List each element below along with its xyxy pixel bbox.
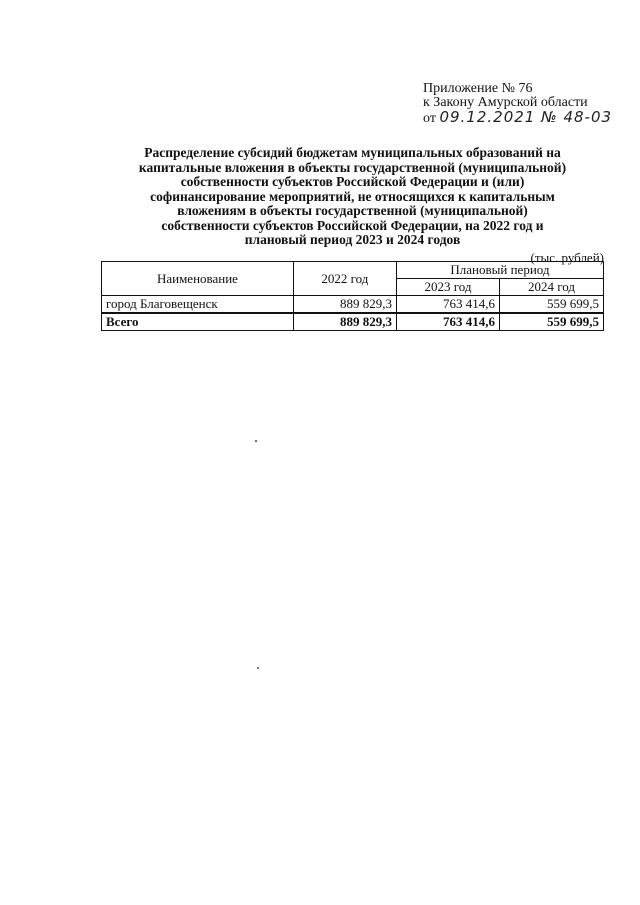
appendix-header (423, 82, 623, 126)
row-2023: 763 414,6 (396, 296, 499, 314)
table-total-row (102, 313, 604, 331)
handwritten-date-number: 09.12.2021 № 48-03 (439, 108, 613, 126)
table-header-row (102, 262, 604, 279)
header-2022: 2022 год (293, 262, 396, 296)
title-line: софинансирование мероприятий, не относящихся к капитальным (150, 188, 555, 204)
scan-speck (255, 440, 257, 442)
units-label: (тыс. рублей) (530, 250, 604, 265)
appendix-law-reference: к Закону Амурской области (423, 95, 588, 110)
total-2022: 889 829,3 (293, 313, 396, 331)
row-2022: 889 829,3 (293, 296, 396, 314)
title-line: плановый период 2023 и 2024 годов (244, 232, 461, 247)
title-line: вложениям в объекты государственной (муниципальной) (177, 203, 528, 218)
header-name: Наименование (102, 262, 294, 296)
row-name: город Благовещенск (102, 296, 294, 314)
document-title (100, 146, 605, 248)
row-2024: 559 699,5 (499, 296, 603, 314)
appendix-date-line (423, 110, 623, 126)
total-name: Всего (102, 313, 294, 331)
total-2023: 763 414,6 (396, 313, 499, 331)
title-line: капитальные вложения в объекты государственной (муниципальной) (138, 159, 567, 175)
appendix-date-prefix: от (423, 111, 436, 126)
title-line: собственности субъектов Российской Федерации, на 2022 год и (161, 217, 544, 233)
header-2023: 2023 год (396, 279, 499, 296)
table-row (102, 296, 604, 314)
subsidy-table (101, 261, 604, 331)
header-2024: 2024 год (499, 279, 603, 296)
appendix-number: Приложение № 76 (423, 81, 533, 96)
scan-speck (257, 667, 259, 669)
title-line: собственности субъектов Российской Федерации и (или) (180, 174, 525, 189)
header-planned-period: Плановый период (396, 262, 603, 279)
title-line: Распределение субсидий бюджетам муниципальных образований на (144, 145, 561, 160)
total-2024: 559 699,5 (499, 313, 603, 331)
